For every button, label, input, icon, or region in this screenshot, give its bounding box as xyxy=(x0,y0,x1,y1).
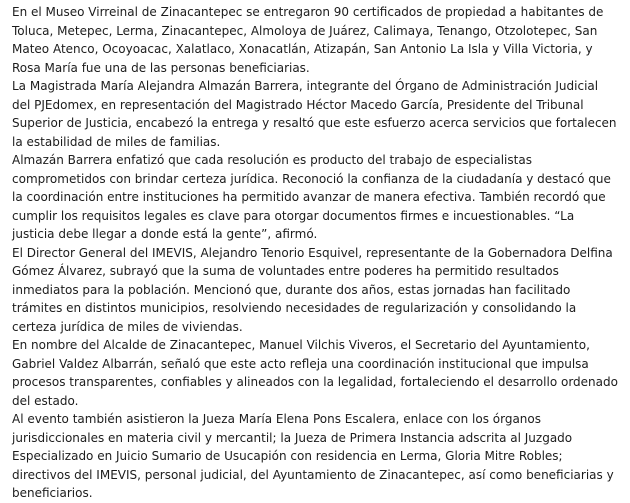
paragraph-imevis-director: El Director General del IMEVIS, Alejandro Tenorio Esquivel, representante de la Gobernadora Delfina Gómez Álvarez, subrayó que la suma de voluntades entre poderes ha permitido resultados inmediatos para la población. Mencionó que, durante dos años, estas jornadas han facilitado trámites en distintos municipios, resolviendo necesidades de regularización y consolidando la certeza jurídica de miles de viviendas. xyxy=(12,245,613,334)
paragraph-zinacantepec-secretary: En nombre del Alcalde de Zinacantepec, Manuel Vilchis Viveros, el Secretario del Ayuntamiento, Gabriel Valdez Albarrán, señaló que este acto refleja una coordinación institucional que impulsa procesos transparentes, confiables y alineados con la legalidad, fortaleciendo el desarrollo ordenado del estado. xyxy=(12,338,618,408)
paragraph-magistrate-almazan: La Magistrada María Alejandra Almazán Barrera, integrante del Órgano de Administración Judicial del PJEdomex, en representación del Magistrado Héctor Macedo García, Presidente del Tribunal Superior de Justicia, encabezó la entrega y resaltó que este esfuerzo acerca servicios que fortalecen la estabilidad de miles de familias. xyxy=(12,79,617,149)
paragraph-attendees: Al evento también asistieron la Jueza María Elena Pons Escalera, enlace con los órganos jurisdiccionales en materia civil y mercantil; la Jueza de Primera Instancia adscrita al Juzgado Especializado en Juicio Sumario de Usucapión con residencia en Lerma, Gloria Mitre Robles; directivos del IMEVIS, personal judicial, del Ayuntamiento de Zinacantepec, así como beneficiarias y beneficiarios. xyxy=(12,412,614,500)
paragraph-legal-certainty: Almazán Barrera enfatizó que cada resolución es producto del trabajo de especialistas comprometidos con brindar certeza jurídica. Reconoció la confianza de la ciudadanía y destacó que la coordinación entre instituciones ha permitido avanzar de manera efectiva. También recordó que cumplir los requisitos legales es clave para otorgar documentos firmes e incuestionables. “La justicia debe llegar a donde está la gente”, afirmó. xyxy=(12,153,611,241)
paragraph-certificates-delivered: En el Museo Virreinal de Zinacantepec se entregaron 90 certificados de propiedad a habitantes de Toluca, Metepec, Lerma, Zinacantepec, Almoloya de Juárez, Calimaya, Tenango, Otzolotepec, San Mateo Atenco, Ocoyoacac, Xalatlaco, Xonacatlán, Atizapán, San Antonio La Isla y Villa Victoria, y Rosa María fue una de las personas beneficiarias. xyxy=(12,5,604,75)
